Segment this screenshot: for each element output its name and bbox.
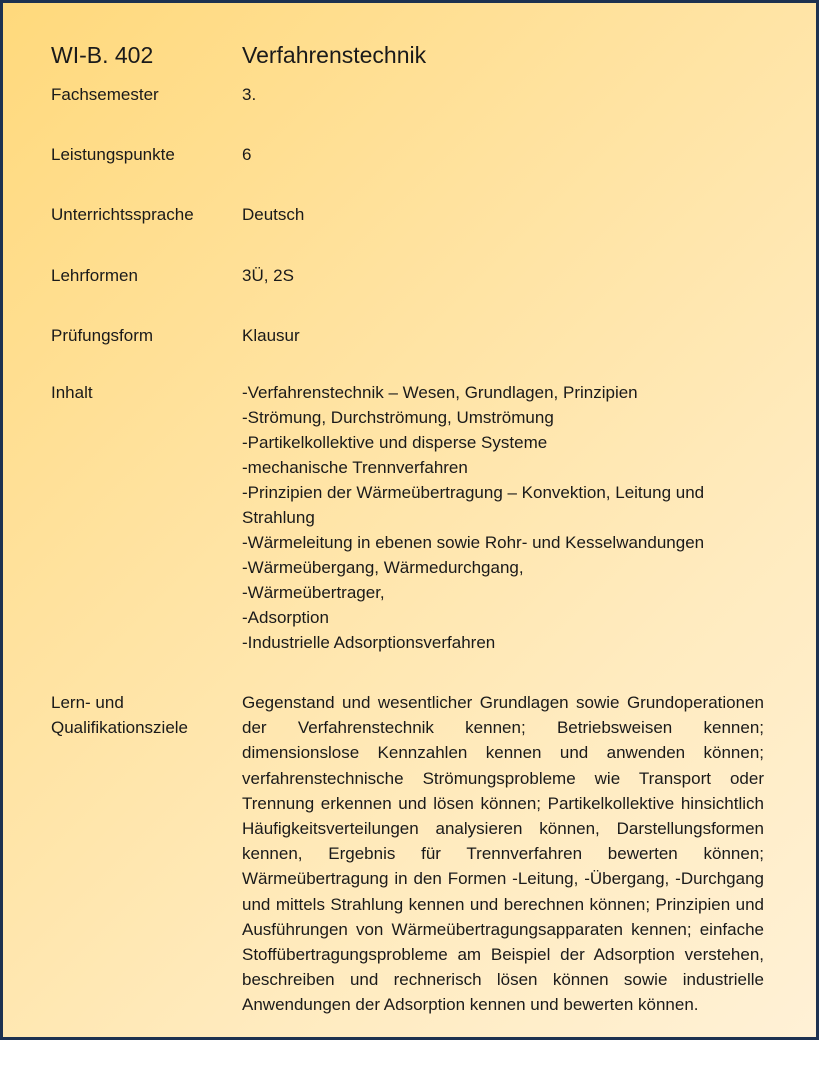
content-item: -Prinzipien der Wärmeübertragung – Konvektion, Leitung und Strahlung <box>242 483 705 527</box>
content-item: -Strömung, Durchströmung, Umströmung <box>242 408 554 427</box>
content-item: -Wärmeleitung in ebenen sowie Rohr- und Kesselwandungen <box>242 533 705 552</box>
field-value: Klausur <box>242 326 300 345</box>
field-value: 3. <box>242 85 257 104</box>
field-label: Prüfungsform <box>51 326 154 345</box>
field-label: Leistungspunkte <box>51 145 175 164</box>
field-value: 3Ü, 2S <box>242 266 294 285</box>
module-name: Verfahrenstechnik <box>242 42 427 68</box>
field-label: Unterrichtssprache <box>51 205 194 224</box>
content-item: -Verfahrenstechnik – Wesen, Grundlagen, Prinzipien <box>242 383 638 402</box>
goals-label-line2: Qualifikationsziele <box>51 718 189 737</box>
content-item: -mechanische Trennverfahren <box>242 458 468 477</box>
goals-text: Gegenstand und wesentlicher Grundlagen sowie Grundoperationen der Verfahrenstechnik kennen; Betriebsweisen kennen; dimensionslose Kennzahlen kennen und anwenden können; verfahrenstechnische Strömungsprobleme wie Transport oder Trennung erkennen und lösen können; Partikelkollektive hinsichtlich Häufigkeitsverteilungen analysieren können, Darstellungsformen kennen, Ergebnis für Trennverfahren bewerten können; Wärmeübertragung in den Formen -Leitung, -Übergang, -Durchgang und mittels Strahlung kennen und berechnen können; Prinzipien und Ausführungen von Wärmeübertragungsapparaten kennen; einfache Stoffübertragungsprobleme am Beispiel der Adsorption verstehen, beschreiben und rechnerisch lösen können sowie industrielle Anwendungen der Adsorption kennen und bewerten können. <box>242 693 764 1015</box>
field-label: Lehrformen <box>51 266 138 285</box>
field-value: 6 <box>242 145 252 164</box>
field-label: Fachsemester <box>51 85 159 104</box>
content-list <box>242 380 772 655</box>
content-item: -Wärmeübertrager, <box>242 583 385 602</box>
goals-label-line1: Lern- und <box>51 693 124 712</box>
module-code: WI-B. 402 <box>51 42 154 68</box>
field-value: Deutsch <box>242 205 305 224</box>
content-item: -Adsorption <box>242 608 329 627</box>
content-item: -Partikelkollektive und disperse Systeme <box>242 433 548 452</box>
content-item: -Industrielle Adsorptionsverfahren <box>242 633 496 652</box>
content-item: -Wärmeübergang, Wärmedurchgang, <box>242 558 524 577</box>
content-label: Inhalt <box>51 383 93 402</box>
